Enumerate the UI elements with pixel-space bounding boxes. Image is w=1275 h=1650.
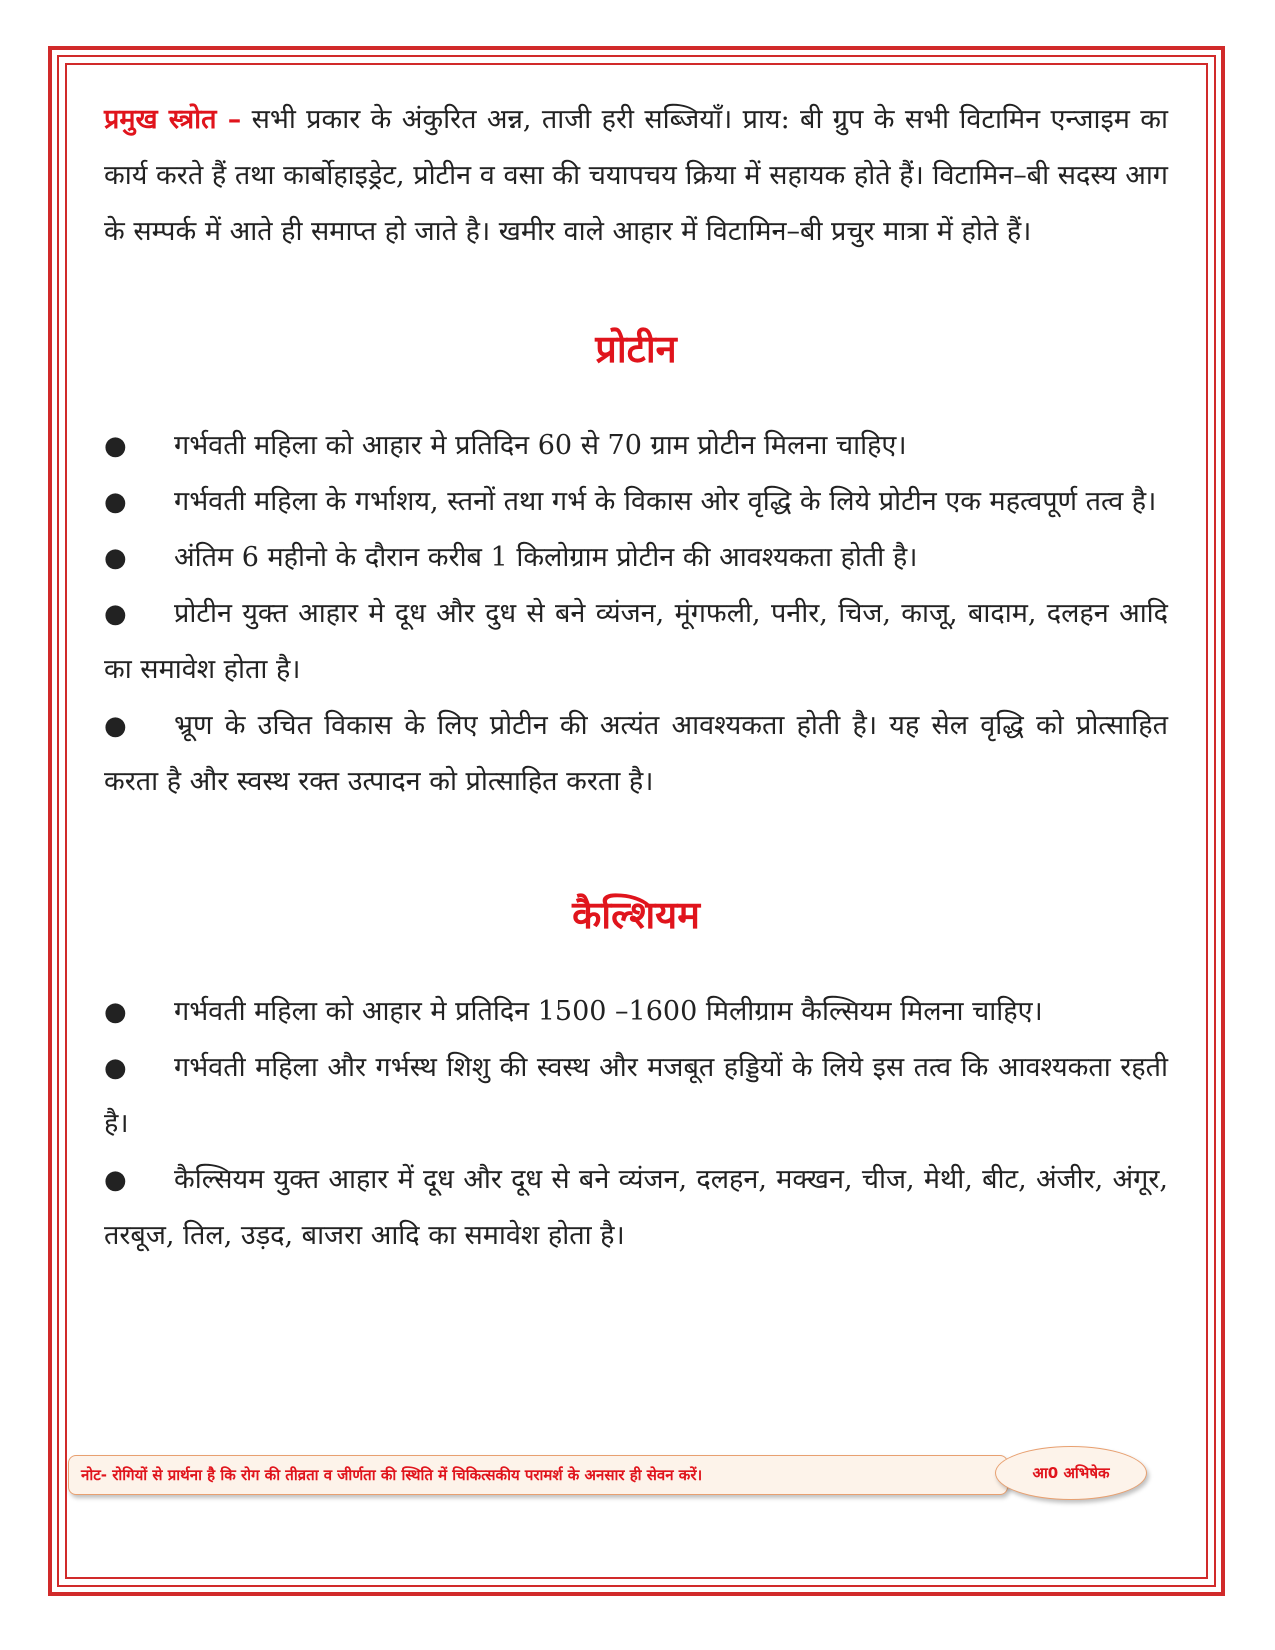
list-item-text: प्रोटीन युक्त आहार मे दूध और दुध से बने व्यंजन, मूंगफली, पनीर, चिज, काजू, बादाम, दलहन आदि का समावेश होता है। <box>104 598 1168 685</box>
list-item <box>104 530 1168 586</box>
intro-paragraph <box>104 92 1168 260</box>
list-item-text: गर्भवती महिला के गर्भाशय, स्तनों तथा गर्भ के विकास ओर वृद्धि के लिये प्रोटीन एक महत्वपूर्ण तत्व है। <box>174 486 1157 517</box>
list-item <box>104 984 1168 1040</box>
signature-text: आ0 अभिषेक <box>1032 1464 1110 1482</box>
list-item-text: गर्भवती महिला और गर्भस्थ शिशु की स्वस्थ और मजबूत हड्डियों के लिये इस तत्व कि आवश्यकता रहती है। <box>104 1052 1168 1139</box>
page-content <box>104 92 1168 1264</box>
list-item <box>104 1152 1168 1264</box>
intro-text: सभी प्रकार के अंकुरित अन्न, ताजी हरी सब्जियाँ। प्राय: बी ग्रुप के सभी विटामिन एन्जाइम का कार्य करते हैं तथा कार्बोहाइड्रेट, प्रोटीन व वसा की चयापचय क्रिया में सहायक होते हैं। विटामिन–बी सदस्य आग के सम्पर्क में आते ही समाप्त हो जाते है। खमीर वाले आहार में विटामिन–बी प्रचुर मात्रा में होते हैं। <box>104 104 1168 247</box>
signature-badge <box>995 1446 1147 1500</box>
bullet-icon: ● <box>104 599 127 629</box>
bullet-icon: ● <box>104 431 127 461</box>
protein-list <box>104 418 1168 810</box>
list-item <box>104 474 1168 530</box>
list-item <box>104 586 1168 698</box>
calcium-heading: कैल्शियम <box>572 893 700 937</box>
list-item <box>104 698 1168 810</box>
list-item-text: कैल्सियम युक्त आहार में दूध और दूध से बने व्यंजन, दलहन, मक्खन, चीज, मेथी, बीट, अंजीर, अंगूर, तरबूज, तिल, उड़द, बाजरा आदि का समावेश होता है। <box>104 1164 1168 1251</box>
protein-heading: प्रोटीन <box>595 327 677 371</box>
list-item-text: अंतिम 6 महीनो के दौरान करीब 1 किलोग्राम प्रोटीन की आवश्यकता होती है। <box>174 542 918 573</box>
bullet-icon: ● <box>104 487 127 517</box>
bullet-icon: ● <box>104 1053 127 1083</box>
intro-label: प्रमुख स्त्रोत – <box>104 104 242 135</box>
list-item-text: भ्रूण के उचित विकास के लिए प्रोटीन की अत्यंत आवश्यकता होती है। यह सेल वृद्धि को प्रोत्साहित करता है और स्वस्थ रक्त उत्पादन को प्रोत्साहित करता है। <box>104 710 1168 797</box>
calcium-list <box>104 984 1168 1264</box>
footer-note: नोट- रोगियों से प्रार्थना है कि रोग की तीव्रता व जीर्णता की स्थिति में चिकित्सकीय परामर्श के अनसार ही सेवन करें। <box>81 1466 703 1484</box>
bullet-icon: ● <box>104 997 127 1027</box>
bullet-icon: ● <box>104 543 127 573</box>
list-item <box>104 1040 1168 1152</box>
list-item-text: गर्भवती महिला को आहार मे प्रतिदिन 60 से 70 ग्राम प्रोटीन मिलना चाहिए। <box>174 430 907 461</box>
list-item-text: गर्भवती महिला को आहार मे प्रतिदिन 1500 –1600 मिलीग्राम कैल्सियम मिलना चाहिए। <box>174 996 1043 1027</box>
bullet-icon: ● <box>104 711 127 741</box>
footer-note-bar <box>68 1455 1008 1495</box>
bullet-icon: ● <box>104 1165 127 1195</box>
list-item <box>104 418 1168 474</box>
